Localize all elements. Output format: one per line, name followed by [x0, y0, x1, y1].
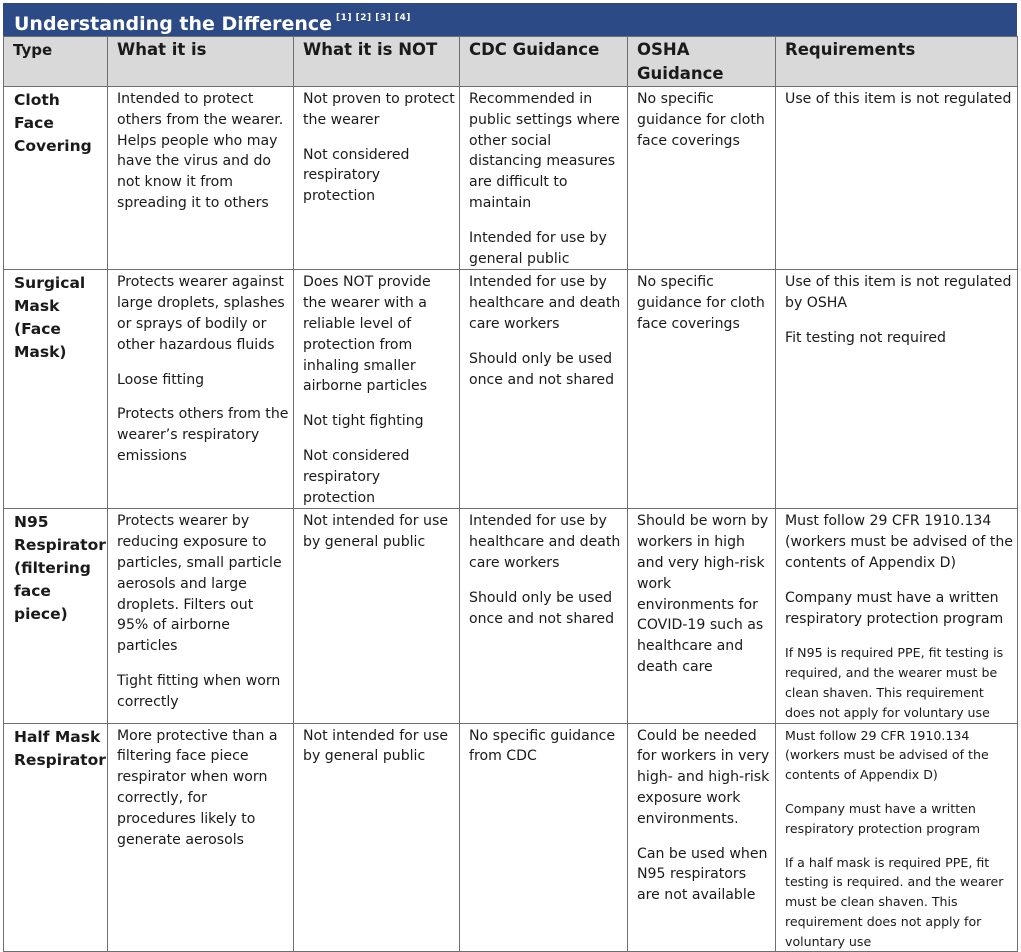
- header-what-it-is: What it is: [108, 37, 294, 87]
- cell-paragraph: No specific guidance from CDC: [469, 727, 616, 765]
- cell-paragraph: Intended for use by general public: [469, 229, 607, 267]
- table-title-banner: [3, 3, 1017, 36]
- header-row: [4, 37, 1018, 87]
- cell-paragraph: Not considered respiratory protection: [303, 447, 410, 506]
- reference-markers: [1] [2] [3] [4]: [336, 13, 411, 23]
- requirements-cell: [776, 270, 1018, 509]
- header-requirements: Requirements: [776, 37, 1018, 87]
- cell-paragraph: Recommended in public settings where other social distancing measures are difficult to maintain: [469, 91, 620, 211]
- cell-paragraph: Can be used when N95 respirators are not available: [637, 845, 768, 904]
- what-it-is-cell: [108, 509, 294, 723]
- requirements-cell: [776, 723, 1018, 952]
- table-row: [4, 87, 1018, 270]
- table-title: Understanding the Difference: [14, 13, 333, 35]
- cell-paragraph: Company must have a written respiratory protection program: [785, 800, 980, 836]
- header-cdc-guidance: CDC Guidance: [460, 37, 628, 87]
- what-it-is-cell: [108, 87, 294, 270]
- cell-paragraph: Intended to protect others from the wearer. Helps people who may have the virus and do not know it from spreading it to others: [117, 91, 284, 211]
- cell-paragraph: Intended for use by healthcare and death care workers: [469, 513, 621, 571]
- cell-paragraph: Loose fitting: [117, 371, 205, 388]
- cell-paragraph: Not considered respiratory protection: [303, 146, 410, 205]
- cell-paragraph: Use of this item is not regulated by OSHA: [785, 274, 1012, 312]
- cell-paragraph: Must follow 29 CFR 1910.134 (workers must be advised of the contents of Appendix D): [785, 727, 989, 783]
- cell-paragraph: Protects others from the wearer’s respiratory emissions: [117, 406, 289, 464]
- header-what-it-is-not: What it is NOT: [294, 37, 460, 87]
- cell-paragraph: Intended for use by healthcare and death care workers: [469, 274, 621, 332]
- header-osha-guidance: OSHA Guidance: [628, 37, 776, 87]
- what-it-is-not-cell: [294, 87, 460, 270]
- type-cell: N95 Respirator (filtering face piece): [4, 509, 108, 723]
- cell-paragraph: Should be worn by workers in high and very high-risk work environments for COVID-19 such as healthcare and death care: [637, 513, 769, 675]
- type-cell: Cloth Face Covering: [4, 87, 108, 270]
- osha-guidance-cell: [628, 723, 776, 952]
- cell-paragraph: If a half mask is required PPE, fit testing is required. and the wearer must be clean shaven. This requirement does not apply for voluntary use: [785, 854, 1004, 949]
- cell-paragraph: Could be needed for workers in very high- and high-risk exposure work environments.: [637, 727, 770, 827]
- cell-paragraph: Must follow 29 CFR 1910.134 (workers must be advised of the contents of Appendix D): [785, 513, 1013, 571]
- cell-paragraph: No specific guidance for cloth face coverings: [637, 91, 765, 149]
- cell-paragraph: Not intended for use by general public: [303, 513, 448, 551]
- comparison-table: [3, 36, 1018, 952]
- cell-paragraph: Company must have a written respiratory protection program: [785, 589, 1004, 627]
- requirements-cell: [776, 87, 1018, 270]
- type-cell: Surgical Mask (Face Mask): [4, 270, 108, 509]
- cell-paragraph: Protects wearer against large droplets, splashes or sprays of bodily or other hazardous fluids: [117, 274, 285, 353]
- cell-paragraph: No specific guidance for cloth face coverings: [637, 274, 765, 332]
- table-row: [4, 509, 1018, 723]
- what-it-is-cell: [108, 723, 294, 952]
- cell-paragraph: Does NOT provide the wearer with a reliable level of protection from inhaling smaller airborne particles: [303, 274, 431, 395]
- cell-paragraph: Use of this item is not regulated: [785, 91, 1012, 107]
- what-it-is-not-cell: [294, 723, 460, 952]
- cdc-guidance-cell: [460, 723, 628, 952]
- what-it-is-not-cell: [294, 509, 460, 723]
- cell-paragraph: More protective than a filtering face piece respirator when worn correctly, for procedures likely to generate aerosols: [117, 727, 278, 848]
- header-type: Type: [4, 37, 108, 87]
- cell-paragraph: Not tight fighting: [303, 413, 424, 430]
- cell-paragraph: Not intended for use by general public: [303, 727, 448, 765]
- cell-paragraph: Fit testing not required: [785, 329, 946, 346]
- cdc-guidance-cell: [460, 270, 628, 509]
- table-row: [4, 723, 1018, 952]
- requirements-cell: [776, 509, 1018, 723]
- cell-paragraph: Should only be used once and not shared: [469, 589, 615, 627]
- osha-guidance-cell: [628, 270, 776, 509]
- osha-guidance-cell: [628, 509, 776, 723]
- cell-paragraph: Protects wearer by reducing exposure to particles, small particle aerosols and large droplets. Filters out 95% of airborne particles: [117, 513, 282, 655]
- cell-paragraph: Tight fitting when worn correctly: [117, 672, 281, 710]
- osha-guidance-cell: [628, 87, 776, 270]
- cdc-guidance-cell: [460, 87, 628, 270]
- cell-paragraph: Not proven to protect the wearer: [303, 91, 455, 128]
- cell-paragraph: Should only be used once and not shared: [469, 350, 615, 388]
- cdc-guidance-cell: [460, 509, 628, 723]
- table-row: [4, 270, 1018, 509]
- what-it-is-cell: [108, 270, 294, 509]
- what-it-is-not-cell: [294, 270, 460, 509]
- type-cell: Half Mask Respirator: [4, 723, 108, 952]
- cell-paragraph: If N95 is required PPE, fit testing is required, and the wearer must be clean shaven. This requirement does not apply for voluntary use: [785, 645, 1004, 720]
